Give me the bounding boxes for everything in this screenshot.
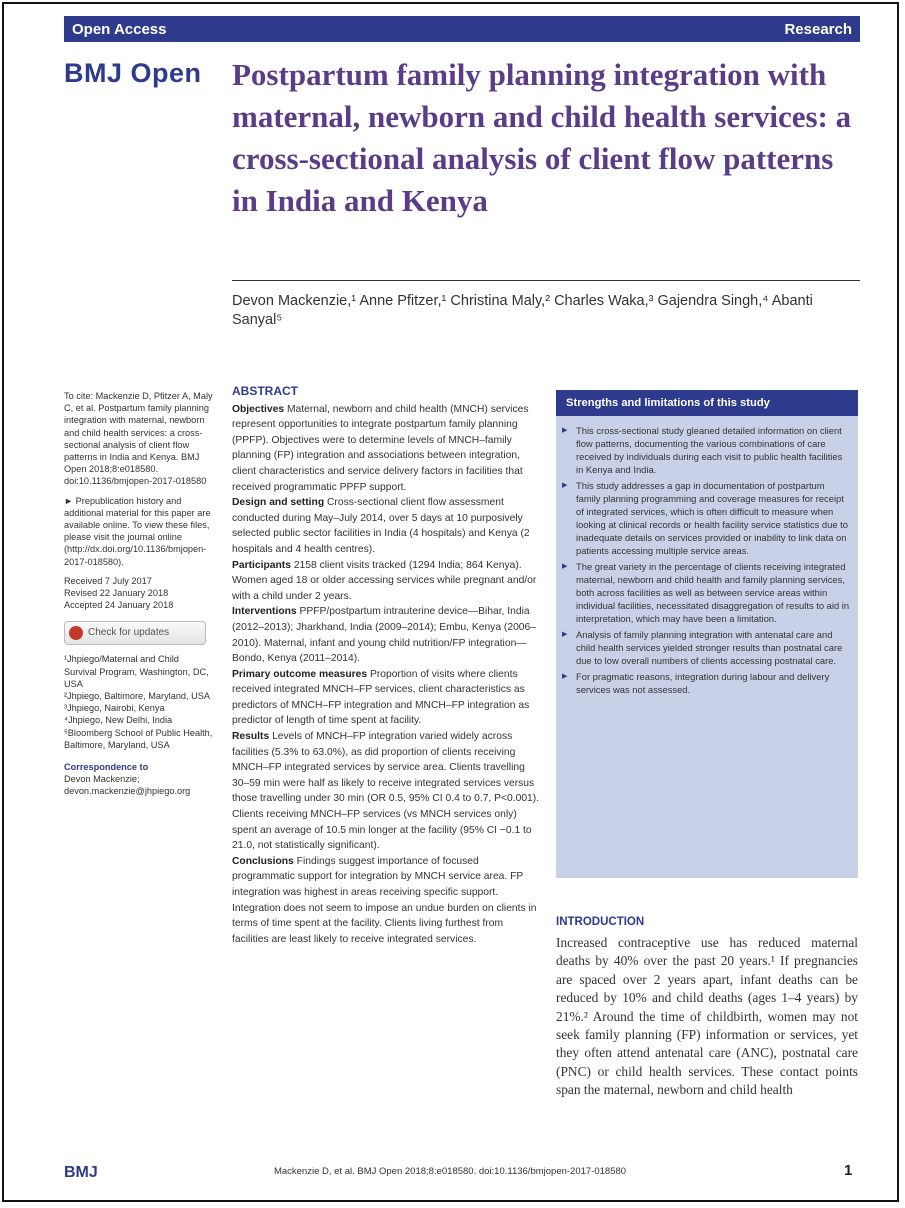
participants-text: 2158 client visits tracked (1294 India; 864 Kenya). Women aged 18 or older accessing services while pregnant and/or with a child under 2 years. [232,559,537,602]
article-type-label: Research [784,20,852,38]
prepublication-note: ► Prepublication history and additional material for this paper are available online. To view these files, please visit the journal online (http://dx.doi.org/10.1136/bmjopen-2017-018580). [64,495,211,567]
objectives-text: Maternal, newborn and child health (MNCH) services represent opportunities to integrate postpartum family planning (PPFP). Objectives were to determine levels of MNCH–family planning (FP) integration and associations between integration, client characteristics and service delivery factors in facilities that received programmatic PPFP support. [232,403,529,493]
page-number: 1 [844,1162,853,1179]
correspondence-heading: Correspondence to [64,762,149,773]
participants-label: Participants [232,559,291,571]
correspondence-contact[interactable]: Devon Mackenzie; devon.mackenzie@jhpiego.org [64,774,191,797]
abstract-heading: ABSTRACT [232,384,298,398]
conclusions-label: Conclusions [232,855,294,867]
check-updates-icon [69,626,83,640]
design-label: Design and setting [232,497,325,509]
strength-item: ▶ For pragmatic reasons, integration during labour and delivery services was not assessed. [562,670,850,696]
cite-block: To cite: Mackenzie D, Pfitzer A, Maly C, et al. Postpartum family planning integration with maternal, newborn and child health services: a cross-sectional analysis of client flow patterns in India and Kenya. BMJ Open 2018;8:e018580. doi:10.1136/bmjopen-2017-018580 [64,391,213,487]
interventions-text: PPFP/postpartum intrauterine device—Bihar, India (2012–2013); Jharkhand, India (2009–2014); Embu, Kenya (2006–2010). Maternal, infant and young child nutrition/FP integration—Bondo, Kenya (2011–2014). [232,606,536,665]
conclusions-text: Findings suggest importance of focused programmatic support for integration by MNCH service area. FP integration was highest in areas receiving specific support. Integration does not seem to impose an undue burden on clients in terms of time spent at the facility. Clients living furthest from facilities are least likely to receive integrated services. [232,855,537,945]
outcome-text: Proportion of visits where clients received integrated MNCH–FP services, client characteristics as predictors of MNCH–FP integration and MNCH–FP integration as predictor of length of time spent at facility. [232,668,530,727]
introduction-text: Increased contraceptive use has reduced maternal deaths by 40% over the past 20 years.¹ If pregnancies are spaced over 2 years apart, infant deaths can be reduced by 10% and child deaths (ages 1–4 years) by 21%.² Around the time of childbirth, women may not seek family planning (FP) information or services, yet they often attend antenatal care (ANC), postnatal care (PNC) or child health services. These contact points span the maternal, newborn and child health [556,935,858,1098]
design-text: Cross-sectional client flow assessment conducted during May–July 2014, over 5 days at 10 purposively selected public sector facilities in India (4 hospitals) and Kenya (2 hospitals and 4 health centres). [232,497,530,555]
affiliations: ¹Jhpiego/Maternal and Child Survival Program, Washington, DC, USA ²Jhpiego, Baltimore, Maryland, USA ³Jhpiego, Nairobi, Kenya ⁴Jhpiego, New Delhi, India ⁵Bloomberg School of Public Health, Baltimore, Maryland, USA [64,654,213,750]
strength-item: ▶ The great variety in the percentage of clients receiving integrated maternal, newborn and child health and family planning services, both across facilities as well as between service areas within individual facilities, necessitated disaggregation of results to aid in interpretation, which may have been a limitation. [562,560,850,625]
header-bar [64,16,860,42]
strength-item: ▶ Analysis of family planning integration with antenatal care and child health services yielded stronger results than postnatal care due to low overall numbers of clients accessing postnatal care. [562,628,850,667]
results-text: Levels of MNCH–FP integration varied widely across facilities (5.3% to 63.0%), as did proportion of clients receiving MNCH–FP integrated services by service area. Clients travelling 30–59 min were half as likely to receive integrated services versus those travelling under 30 min (OR 0.5, 95% CI 0.4 to 0.7, P<0.001). Clients receiving MNCH–FP services (vs MNCH services only) spent an average of 10.5 min longer at the facility (95% CI −0.1 to 21.0, not statistically significant). [232,731,540,852]
strengths-list [562,424,850,696]
check-updates-label: Check for updates [88,627,170,639]
authors-divider [232,280,860,281]
strength-item: ▶ This study addresses a gap in documentation of postpartum family planning programming and coverage measures for receipt of integrated services, which is often difficult to measure when looking at clinical records or health facility service statistics due to inadequate details on services provided or inability to link data on patients accessing multiple service areas. [562,479,850,557]
interventions-label: Interventions [232,606,297,618]
objectives-label: Objectives [232,403,285,415]
abstract-section [232,384,540,947]
footer-logo: BMJ [64,1164,98,1181]
journal-logo: BMJ Open [64,58,202,88]
open-access-label: Open Access [72,20,167,38]
introduction-section [556,916,858,1100]
strength-item: ▶ This cross-sectional study gleaned detailed information on client flow patterns, documenting the various combinations of care received by individuals during each visit to public health facilities in Kenya and India. [562,424,850,476]
strengths-heading: Strengths and limitations of this study [556,390,858,416]
strengths-limitations-box [556,390,858,878]
page-frame [2,2,899,1202]
results-label: Results [232,731,270,743]
left-sidebar [64,390,214,805]
author-list: Devon Mackenzie,¹ Anne Pfitzer,¹ Christina Maly,² Charles Waka,³ Gajendra Singh,⁴ Abanti Sanyal⁵ [232,293,813,328]
footer-citation: Mackenzie D, et al. BMJ Open 2018;8:e018580. doi:10.1136/bmjopen-2017-018580 [273,1166,627,1177]
outcome-label: Primary outcome measures [232,668,368,680]
check-for-updates-button[interactable] [64,621,206,645]
article-title: Postpartum family planning integration with maternal, newborn and child health services: a cross-sectional analysis of client flow patterns in India and Kenya [232,57,852,218]
introduction-heading: INTRODUCTION [556,916,645,928]
article-dates: Received 7 July 2017 Revised 22 January 2018 Accepted 24 January 2018 [64,575,174,611]
